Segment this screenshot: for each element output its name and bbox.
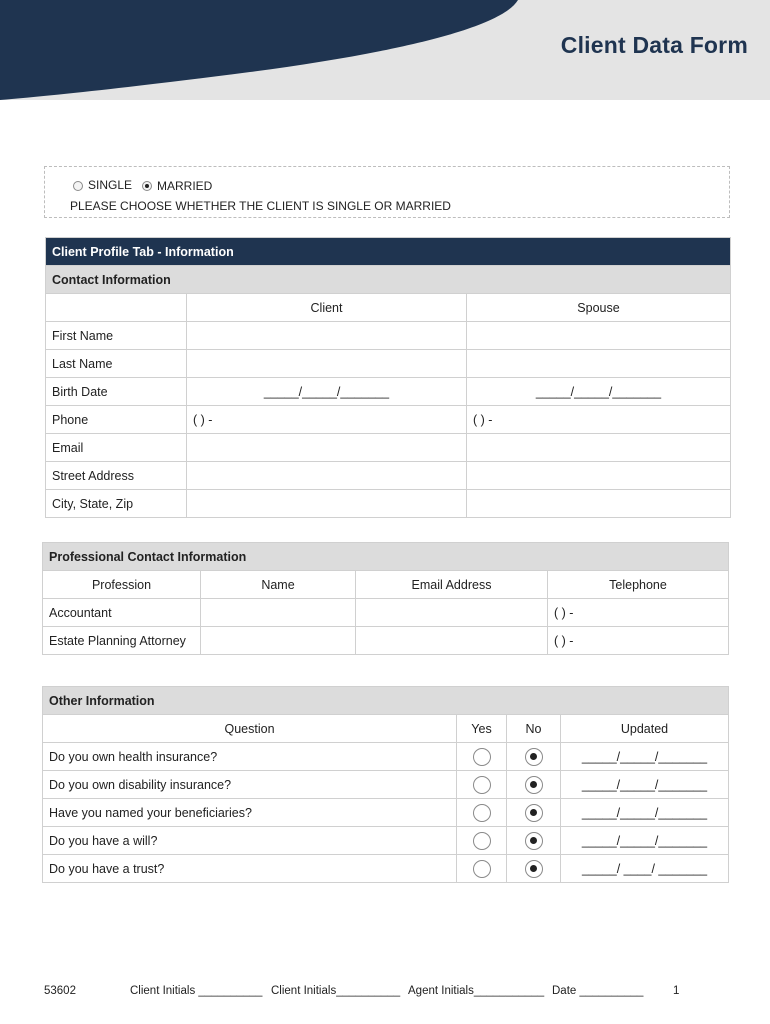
contact-section-title: Contact Information: [46, 266, 731, 294]
profession-label: Accountant: [43, 599, 201, 627]
yes-cell: [457, 743, 507, 771]
other-section-title: Other Information: [43, 687, 729, 715]
no-radio[interactable]: [525, 776, 543, 794]
table-row: [46, 322, 731, 350]
table-row: [43, 599, 729, 627]
no-cell: [507, 799, 561, 827]
col-updated-header: Updated: [561, 715, 729, 743]
col-profession-header: Profession: [43, 571, 201, 599]
col-question-header: Question: [43, 715, 457, 743]
yes-radio[interactable]: [473, 748, 491, 766]
col-client-header: Client: [187, 294, 467, 322]
no-cell: [507, 743, 561, 771]
date-field: Date __________: [552, 985, 644, 997]
profile-tab-title: Client Profile Tab - Information: [46, 238, 731, 266]
page-title: Client Data Form: [560, 32, 748, 58]
col-telephone-header: Telephone: [548, 571, 729, 599]
col-yes-header: Yes: [457, 715, 507, 743]
updated-field[interactable]: _____/_____/_______: [561, 771, 729, 799]
table-row: [46, 462, 731, 490]
client-field[interactable]: _____/_____/_______: [187, 378, 467, 406]
professional-contact-table: [42, 542, 729, 655]
client-field[interactable]: [187, 462, 467, 490]
table-row: [46, 350, 731, 378]
question-label: Do you own health insurance?: [43, 743, 457, 771]
email-field[interactable]: [356, 627, 548, 655]
married-label: MARRIED: [157, 179, 213, 193]
spouse-field[interactable]: _____/_____/_______: [467, 378, 731, 406]
row-label: Email: [46, 434, 187, 462]
spouse-field[interactable]: [467, 490, 731, 518]
married-radio[interactable]: [142, 181, 152, 191]
telephone-field[interactable]: ( ) -: [548, 599, 729, 627]
client-initials-2: Client Initials__________: [271, 985, 401, 997]
table-row: [43, 771, 729, 799]
col-spouse-header: Spouse: [467, 294, 731, 322]
table-row: [43, 827, 729, 855]
client-field[interactable]: [187, 490, 467, 518]
agent-initials: Agent Initials___________: [408, 985, 545, 997]
question-label: Do you have a trust?: [43, 855, 457, 883]
single-radio[interactable]: [73, 181, 83, 191]
email-field[interactable]: [356, 599, 548, 627]
name-field[interactable]: [201, 627, 356, 655]
question-label: Have you named your beneficiaries?: [43, 799, 457, 827]
table-row: [46, 378, 731, 406]
yes-cell: [457, 827, 507, 855]
form-number: 53602: [44, 985, 76, 997]
yes-radio[interactable]: [473, 860, 491, 878]
spouse-field[interactable]: [467, 434, 731, 462]
yes-cell: [457, 771, 507, 799]
row-label: City, State, Zip: [46, 490, 187, 518]
row-label: Birth Date: [46, 378, 187, 406]
client-field[interactable]: [187, 350, 467, 378]
table-row: [46, 434, 731, 462]
table-row: [43, 799, 729, 827]
page-number: 1: [673, 985, 680, 997]
client-initials-1: Client Initials __________: [130, 985, 263, 997]
updated-field[interactable]: _____/_____/_______: [561, 827, 729, 855]
table-row: [46, 490, 731, 518]
yes-cell: [457, 799, 507, 827]
yes-radio[interactable]: [473, 804, 491, 822]
client-field[interactable]: [187, 434, 467, 462]
other-information-table: [42, 686, 729, 883]
row-label: Phone: [46, 406, 187, 434]
row-label: Last Name: [46, 350, 187, 378]
client-field[interactable]: ( ) -: [187, 406, 467, 434]
yes-radio[interactable]: [473, 832, 491, 850]
no-radio[interactable]: [525, 748, 543, 766]
no-cell: [507, 855, 561, 883]
telephone-field[interactable]: ( ) -: [548, 627, 729, 655]
question-label: Do you own disability insurance?: [43, 771, 457, 799]
no-cell: [507, 827, 561, 855]
table-row: [43, 743, 729, 771]
name-field[interactable]: [201, 599, 356, 627]
table-row: [43, 627, 729, 655]
no-radio[interactable]: [525, 860, 543, 878]
spouse-field[interactable]: [467, 322, 731, 350]
row-label: First Name: [46, 322, 187, 350]
updated-field[interactable]: _____/_____/_______: [561, 799, 729, 827]
updated-field[interactable]: _____/_____/_______: [561, 743, 729, 771]
no-radio[interactable]: [525, 832, 543, 850]
table-row: [46, 406, 731, 434]
col-email-header: Email Address: [356, 571, 548, 599]
single-label: SINGLE: [88, 178, 133, 192]
col-no-header: No: [507, 715, 561, 743]
yes-radio[interactable]: [473, 776, 491, 794]
yes-cell: [457, 855, 507, 883]
row-label: Street Address: [46, 462, 187, 490]
client-field[interactable]: [187, 322, 467, 350]
table-row: [43, 855, 729, 883]
no-cell: [507, 771, 561, 799]
spouse-field[interactable]: ( ) -: [467, 406, 731, 434]
question-label: Do you have a will?: [43, 827, 457, 855]
col-name-header: Name: [201, 571, 356, 599]
updated-field[interactable]: _____/ ____/ _______: [561, 855, 729, 883]
spouse-field[interactable]: [467, 350, 731, 378]
header-blank: [46, 294, 187, 322]
professional-section-title: Professional Contact Information: [43, 543, 729, 571]
marital-instruction: PLEASE CHOOSE WHETHER THE CLIENT IS SINGLE OR MARRIED: [70, 199, 451, 213]
client-profile-table: [45, 237, 731, 518]
no-radio[interactable]: [525, 804, 543, 822]
profession-label: Estate Planning Attorney: [43, 627, 201, 655]
spouse-field[interactable]: [467, 462, 731, 490]
